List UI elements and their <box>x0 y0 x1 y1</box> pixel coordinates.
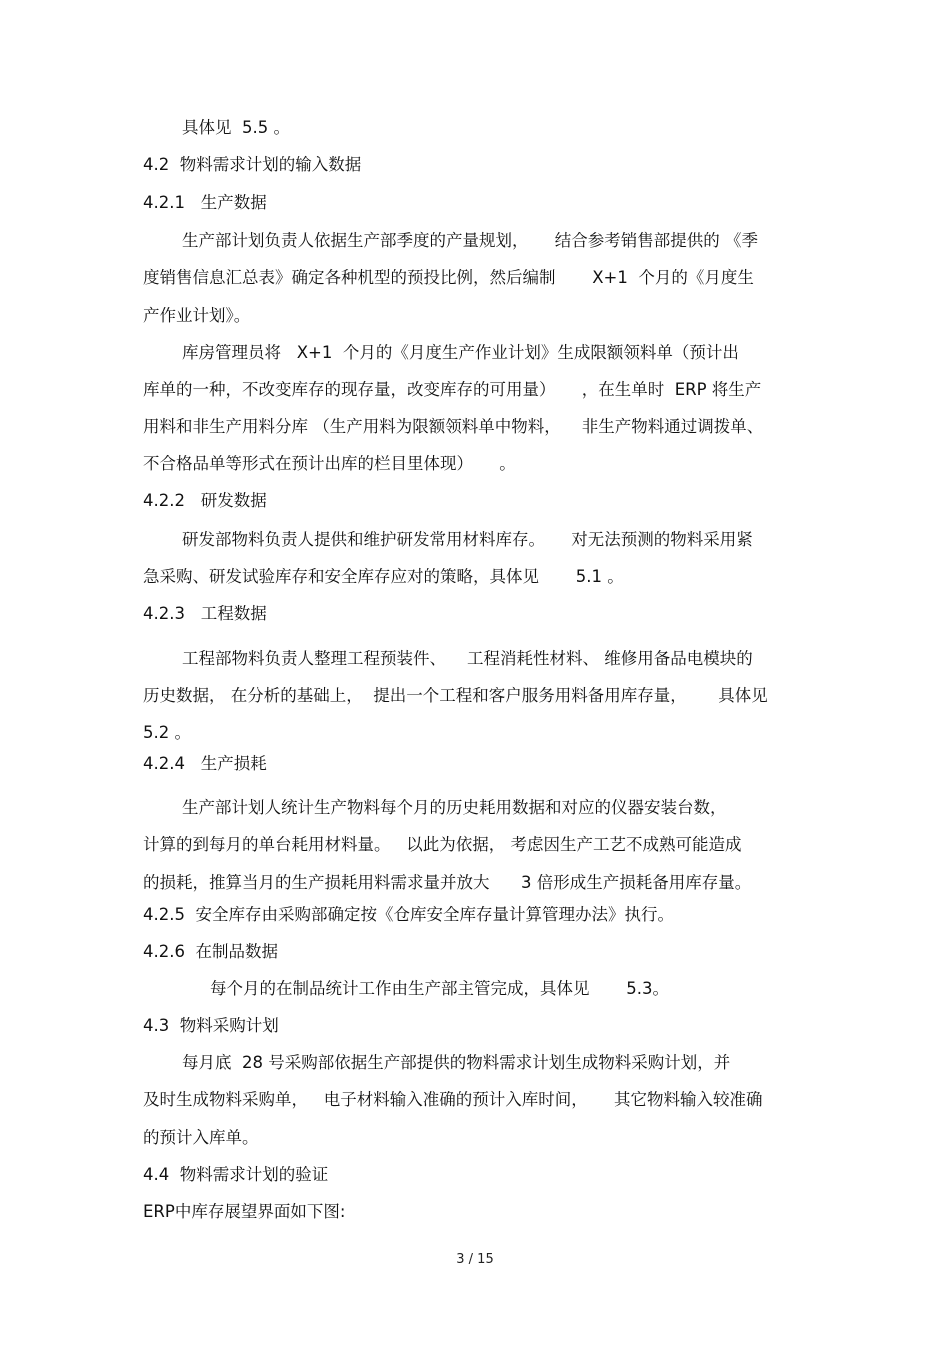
text-line: 具体见 5.5 。 <box>182 118 290 137</box>
subsection-heading: 4.2.4 生产损耗 <box>143 754 267 773</box>
section-heading: 4.3 物料采购计划 <box>143 1016 279 1035</box>
text-line: 的预计入库单。 <box>143 1128 259 1147</box>
text-line: 库单的一种，不改变库存的现存量，改变库存的可用量） ，在生单时 ERP 将生产 <box>143 380 762 399</box>
text-line: 每个月的在制品统计工作由生产部主管完成，具体见 5.3。 <box>210 979 669 998</box>
text-line: 度销售信息汇总表》确定各种机型的预投比例，然后编制 X+1 个月的《月度生 <box>143 268 754 287</box>
subsection-heading: 4.2.1 生产数据 <box>143 193 267 212</box>
text-line: ERP中库存展望界面如下图: <box>143 1202 346 1221</box>
text-line: 及时生成物料采购单， 电子材料输入准确的预计入库时间， 其它物料输入较准确 <box>143 1090 763 1109</box>
text-line: 工程部物料负责人整理工程预装件、 工程消耗性材料、 维修用备品电模块的 <box>182 649 753 668</box>
text-line: 库房管理员将 X+1 个月的《月度生产作业计划》生成限额领料单（预计出 <box>182 343 739 362</box>
text-line: 急采购、研发试验库存和安全库存应对的策略，具体见 5.1 。 <box>143 567 624 586</box>
text-line: 的损耗，推算当月的生产损耗用料需求量并放大 3 倍形成生产损耗备用库存量。 <box>143 873 752 892</box>
section-heading: 4.4 物料需求计划的验证 <box>143 1165 329 1184</box>
subsection-heading: 4.2.3 工程数据 <box>143 604 267 623</box>
text-line: 用料和非生产用料分库 （生产用料为限额领料单中物料， 非生产物料通过调拨单、 <box>143 417 764 436</box>
text-line: 不合格品单等形式在预计出库的栏目里体现） 。 <box>143 454 516 473</box>
text-line: 5.2 。 <box>143 723 191 742</box>
subsection-heading: 4.2.5 安全库存由采购部确定按《仓库安全库存量计算管理办法》执行。 <box>143 905 674 924</box>
section-heading: 4.2 物料需求计划的输入数据 <box>143 155 362 174</box>
subsection-heading: 4.2.2 研发数据 <box>143 491 267 510</box>
page-number: 3 / 15 <box>456 1252 494 1267</box>
text-line: 生产部计划负责人依据生产部季度的产量规划， 结合参考销售部提供的 《季 <box>182 231 758 250</box>
text-line: 历史数据， 在分析的基础上， 提出一个工程和客户服务用料备用库存量， 具体见 <box>143 686 768 705</box>
text-line: 研发部物料负责人提供和维护研发常用材料库存。 对无法预测的物料采用紧 <box>182 530 753 549</box>
text-line: 计算的到每月的单台耗用材料量。 以此为依据， 考虑因生产工艺不成熟可能造成 <box>143 835 742 854</box>
text-line: 每月底 28 号采购部依据生产部提供的物料需求计划生成物料采购计划，并 <box>182 1053 731 1072</box>
subsection-heading: 4.2.6 在制品数据 <box>143 942 278 961</box>
text-line: 产作业计划》。 <box>143 306 251 325</box>
text-line: 生产部计划人统计生产物料每个月的历史耗用数据和对应的仪器安装台数， <box>182 798 727 817</box>
